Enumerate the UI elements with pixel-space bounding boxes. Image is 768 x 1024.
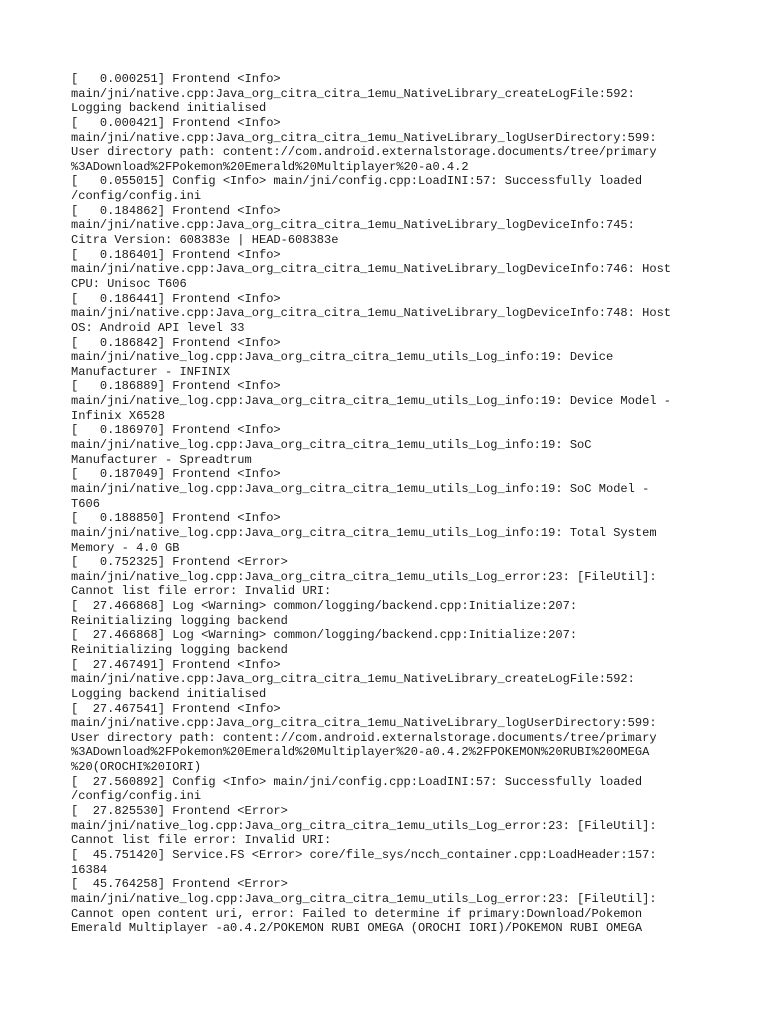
log-line: [ 0.186970] Frontend <Info>: [71, 423, 281, 438]
log-line: CPU: Unisoc T606: [71, 276, 187, 291]
log-line: Cannot open content uri, error: Failed to determine if primary:Download/Pokemon: [71, 906, 643, 921]
log-line: Emerald Multiplayer -a0.4.2/POKEMON RUBI OMEGA (OROCHI IORI)/POKEMON RUBI OMEGA: [71, 921, 643, 936]
log-line: [ 27.467541] Frontend <Info>: [71, 701, 281, 716]
log-line: main/jni/native_log.cpp:Java_org_citra_citra_1emu_utils_Log_info:19: Device: [71, 350, 614, 365]
log-line: main/jni/native_log.cpp:Java_org_citra_citra_1emu_utils_Log_info:19: SoC: [71, 438, 592, 453]
log-line: %20(OROCHI%20IORI): [71, 760, 202, 775]
log-line: [ 0.186889] Frontend <Info>: [71, 379, 281, 394]
log-line: [ 45.751420] Service.FS <Error> core/file_sys/ncch_container.cpp:LoadHeader:157:: [71, 847, 657, 862]
log-line: [ 0.752325] Frontend <Error>: [71, 555, 288, 570]
log-line: main/jni/native_log.cpp:Java_org_citra_citra_1emu_utils_Log_info:19: Total System: [71, 525, 657, 540]
log-line: [ 27.560892] Config <Info> main/jni/config.cpp:LoadINI:57: Successfully loaded: [71, 774, 643, 789]
log-line: [ 0.186401] Frontend <Info>: [71, 247, 281, 262]
log-line: main/jni/native.cpp:Java_org_citra_citra_1emu_NativeLibrary_logDeviceInfo:745:: [71, 218, 635, 233]
log-line: Reinitializing logging backend: [71, 642, 288, 657]
log-line: main/jni/native_log.cpp:Java_org_citra_citra_1emu_utils_Log_error:23: [FileUtil]:: [71, 569, 657, 584]
log-line: /config/config.ini: [71, 789, 202, 804]
log-line: main/jni/native_log.cpp:Java_org_citra_citra_1emu_utils_Log_info:19: SoC Model -: [71, 481, 650, 496]
log-line: [ 27.467491] Frontend <Info>: [71, 657, 281, 672]
log-line: Manufacturer - INFINIX: [71, 364, 231, 379]
log-line: [ 27.466868] Log <Warning> common/logging/backend.cpp:Initialize:207:: [71, 599, 578, 614]
log-line: T606: [71, 496, 100, 511]
log-line: main/jni/native_log.cpp:Java_org_citra_citra_1emu_utils_Log_error:23: [FileUtil]:: [71, 818, 657, 833]
log-line: %3ADownload%2FPokemon%20Emerald%20Multiplayer%20-a0.4.2: [71, 159, 469, 174]
log-line: main/jni/native.cpp:Java_org_citra_citra_1emu_NativeLibrary_logDeviceInfo:748: Host: [71, 306, 672, 321]
log-line: [ 0.184862] Frontend <Info>: [71, 203, 281, 218]
log-line: [ 27.466868] Log <Warning> common/logging/backend.cpp:Initialize:207:: [71, 628, 578, 643]
log-line: Reinitializing logging backend: [71, 613, 288, 628]
log-line: Citra Version: 608383e | HEAD-608383e: [71, 233, 339, 248]
log-line: main/jni/native.cpp:Java_org_citra_citra_1emu_NativeLibrary_createLogFile:592:: [71, 672, 635, 687]
log-line: [ 0.186842] Frontend <Info>: [71, 335, 281, 350]
log-line: [ 0.055015] Config <Info> main/jni/config.cpp:LoadINI:57: Successfully loaded: [71, 174, 643, 189]
log-line: Logging backend initialised: [71, 686, 267, 701]
log-line: User directory path: content://com.android.externalstorage.documents/tree/primary: [71, 145, 657, 160]
log-line: main/jni/native_log.cpp:Java_org_citra_citra_1emu_utils_Log_info:19: Device Model -: [71, 394, 672, 409]
log-line: 16384: [71, 862, 108, 877]
log-line: [ 0.187049] Frontend <Info>: [71, 467, 281, 482]
log-line: [ 27.825530] Frontend <Error>: [71, 804, 288, 819]
log-line: Memory - 4.0 GB: [71, 540, 180, 555]
log-line: %3ADownload%2FPokemon%20Emerald%20Multiplayer%20-a0.4.2%2FPOKEMON%20RUBI%20OMEGA: [71, 745, 650, 760]
log-line: Logging backend initialised: [71, 101, 267, 116]
log-line: Cannot list file error: Invalid URI:: [71, 584, 332, 599]
log-line: main/jni/native.cpp:Java_org_citra_citra_1emu_NativeLibrary_logDeviceInfo:746: Host: [71, 262, 672, 277]
log-line: main/jni/native.cpp:Java_org_citra_citra_1emu_NativeLibrary_logUserDirectory:599:: [71, 716, 657, 731]
log-line: [ 0.186441] Frontend <Info>: [71, 291, 281, 306]
log-line: Infinix X6528: [71, 408, 165, 423]
log-line: [ 45.764258] Frontend <Error>: [71, 877, 288, 892]
log-line: [ 0.000421] Frontend <Info>: [71, 115, 281, 130]
log-line: main/jni/native_log.cpp:Java_org_citra_citra_1emu_utils_Log_error:23: [FileUtil]:: [71, 891, 657, 906]
log-line: /config/config.ini: [71, 189, 202, 204]
log-line: Manufacturer - Spreadtrum: [71, 452, 252, 467]
log-line: [ 0.000251] Frontend <Info>: [71, 72, 281, 86]
log-line: main/jni/native.cpp:Java_org_citra_citra_1emu_NativeLibrary_createLogFile:592:: [71, 86, 635, 101]
log-line: OS: Android API level 33: [71, 320, 245, 335]
log-line: Cannot list file error: Invalid URI:: [71, 833, 332, 848]
log-line: [ 0.188850] Frontend <Info>: [71, 511, 281, 526]
log-line: main/jni/native.cpp:Java_org_citra_citra_1emu_NativeLibrary_logUserDirectory:599:: [71, 130, 657, 145]
log-line: User directory path: content://com.android.externalstorage.documents/tree/primary: [71, 730, 657, 745]
